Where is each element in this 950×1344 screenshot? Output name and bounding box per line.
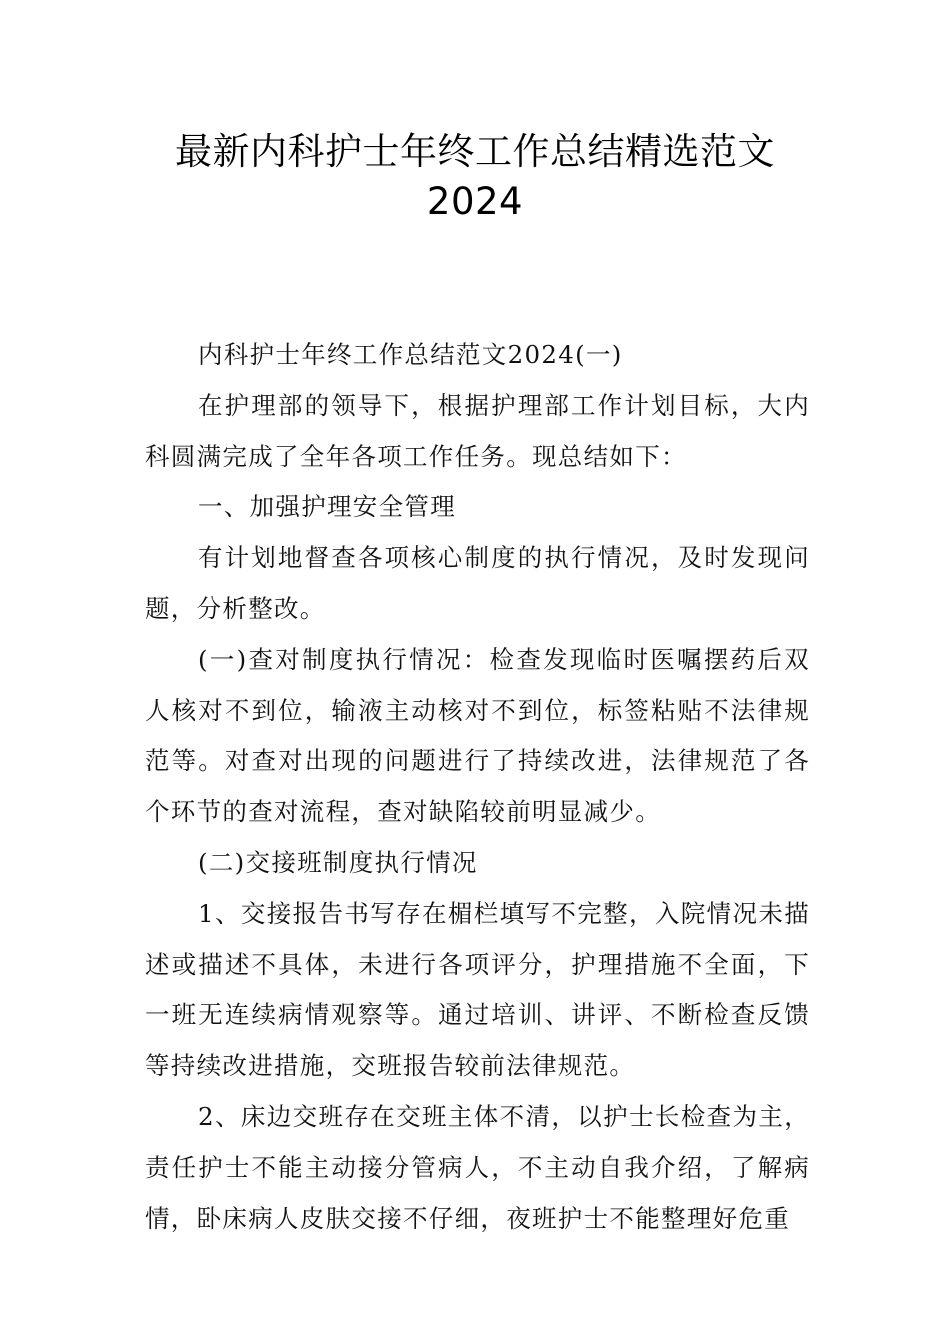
body-paragraph: (一)查对制度执行情况：检查发现临时医嘱摆药后双人核对不到位，输液主动核对不到位，标签粘贴不法律规范等。对查对出现的问题进行了持续改进，法律规范了各个环节的查对流程，查对缺陷较前明显减少。 xyxy=(145,644,810,827)
section-heading: (二)交接班制度执行情况 xyxy=(198,847,478,877)
body-paragraph: 在护理部的领导下，根据护理部工作计划目标，大内科圆满完成了全年各项工作任务。现总结如下： xyxy=(145,390,810,471)
document-title: 最新内科护士年终工作总结精选范文 xyxy=(175,130,775,173)
body-paragraph: 2、床边交班存在交班主体不清，以护士长检查为主，责任护士不能主动接分管病人，不主动自我介绍，了解病情，卧床病人皮肤交接不仔细，夜班护士不能整理好危重 xyxy=(145,1101,810,1233)
document-title-year: 2024 xyxy=(426,180,524,223)
section-heading: 内科护士年终工作总结范文2024(一) xyxy=(198,340,623,369)
section-heading: 一、加强护理安全管理 xyxy=(198,492,456,522)
document-body xyxy=(145,330,810,1244)
body-paragraph: 有计划地督查各项核心制度的执行情况，及时发现问题，分析整改。 xyxy=(145,543,810,623)
body-paragraph: 1、交接报告书写存在楣栏填写不完整，入院情况未描述或描述不具体，未进行各项评分，护理措施不全面，下一班无连续病情观察等。通过培训、讲评、不断检查反馈等持续改进措施，交班报告较前法律规范。 xyxy=(145,898,810,1081)
